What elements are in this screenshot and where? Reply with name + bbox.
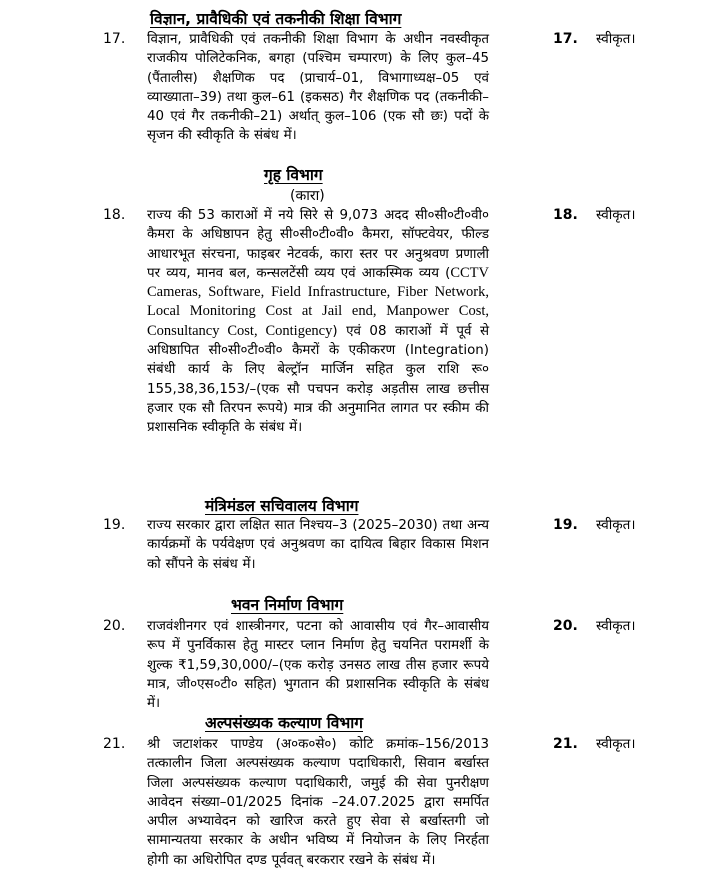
item-number: 17. [103,31,126,47]
item-description: विज्ञान, प्रावैधिकी एवं तकनीकी शिक्षा विभाग के अधीन नवस्वीकृत राजकीय पोलिटेकनिक, बगहा (पश्चिम चम्पारण) के लिए कुल–45 (पैंतालीस) शैक्षणिक पद (प्राचार्य–01, विभागाध्यक्ष–05 एवं व्याख्याता–39) तथा कुल–61 (इकसठ) गैर शैक्षणिक पद (तकनीकी–40 एवं गैर तकनीकी–21) अर्थात् कुल–106 (एक सौ छः) पदों के सृजन की स्वीकृति के संबंध में। [147,32,489,144]
item-description: राज्य सरकार द्वारा लक्षित सात निश्चय–3 (2025–2030) तथा अन्य कार्यक्रमों के पर्यवेक्षण एवं अनुश्रवण का दायित्व बिहार विकास मिशन को सौंपने के संबंध में। [147,518,489,572]
department-heading: विज्ञान, प्रावैधिकी एवं तकनीकी शिक्षा विभाग [150,10,402,28]
item-description: श्री जटाशंकर पाण्डेय (अ०क०से०) कोटि क्रमांक–156/2013 तत्कालीन जिला अल्पसंख्यक कल्याण पदाधिकारी, सिवान बर्खास्त जिला अल्पसंख्यक कल्याण पदाधिकारी, जमुई की सेवा पुनरीक्षण आवेदन संख्या–01/2025 दिनांक –24.07.2025 द्वारा समर्पित अपील अभ्यावेदन को खारिज करते हुए सेवा से बर्खास्तगी जो सामान्यतया सरकार के अधीन भविष्य में नियोजन के लिए निरर्हता होगी का अधिरोपित दण्ड पूर्ववत् बरकरार रखने के संबंध में। [147,737,489,868]
department-heading: भवन निर्माण विभाग [231,596,344,614]
result-number: 17. [553,31,578,47]
item-number: 20. [103,618,126,634]
item-number: 18. [103,207,126,223]
result-status: स्वीकृत। [596,517,636,533]
result-status: स्वीकृत। [596,207,636,223]
item-number: 21. [103,736,126,752]
result-number: 20. [553,618,578,634]
item-description-english: CCTV Cameras, Software, Field Infrastructure, Fiber Network, Local Monitoring Cost at Jail end, Manpower Cost, Consultancy Cost, Contigency [147,264,489,339]
result-number: 18. [553,207,578,223]
result-status: स्वीकृत। [596,31,636,47]
item-description: राजवंशीनगर एवं शास्त्रीनगर, पटना को आवासीय एवं गैर–आवासीय रूप में पुनर्विकास हेतु मास्टर प्लान निर्माण हेतु चयनित परामर्शी के शुल्क ₹1,59,30,000/–(एक करोड़ उनसठ लाख तीस हजार रूपये मात्र, जी०एस०टी० सहित) भुगतान की प्रशासनिक स्वीकृति के संबंध में। [147,619,489,712]
item-description [147,206,489,438]
item-number: 19. [103,517,126,533]
result-number: 19. [553,517,578,533]
department-heading: मंत्रिमंडल सचिवालय विभाग [205,497,359,515]
item-description-part: ) एवं 08 काराओं में पूर्व से अधिष्ठापित सी०सी०टी०वी० कैमरों के एकीकरण (Integration) संबंधी कार्य के लिए बेल्ट्रॉन मार्जिन सहित कुल राशि रू० 155,38,36,153/–(एक सौ पचपन करोड़ अड़तीस लाख छत्तीस हजार एक सौ तिरपन रूपये) मात्र की अनुमानित लागत पर स्कीम की प्रशासनिक स्वीकृति के संबंध में। [147,323,489,436]
result-number: 21. [553,736,578,752]
department-heading: गृह विभाग [264,166,323,184]
item-description-part: राज्य की 53 काराओं में नये सिरे से 9,073 अदद सी०सी०टी०वी० कैमरा के अधिष्ठापन हेतु सी०सी०टी०वी० कैमरा, सॉफ्टवेयर, फील्ड आधारभूत संरचना, फाइबर नेटवर्क, कारा स्तर पर अनुश्रवण प्रणाली पर व्यय, मानव बल, कन्सलटेंसी व्यय एवं आकस्मिक व्यय ( [147,208,489,281]
result-status: स्वीकृत। [596,736,636,752]
department-subheading: (कारा) [290,188,325,204]
department-heading: अल्पसंख्यक कल्याण विभाग [205,714,363,732]
result-status: स्वीकृत। [596,618,636,634]
